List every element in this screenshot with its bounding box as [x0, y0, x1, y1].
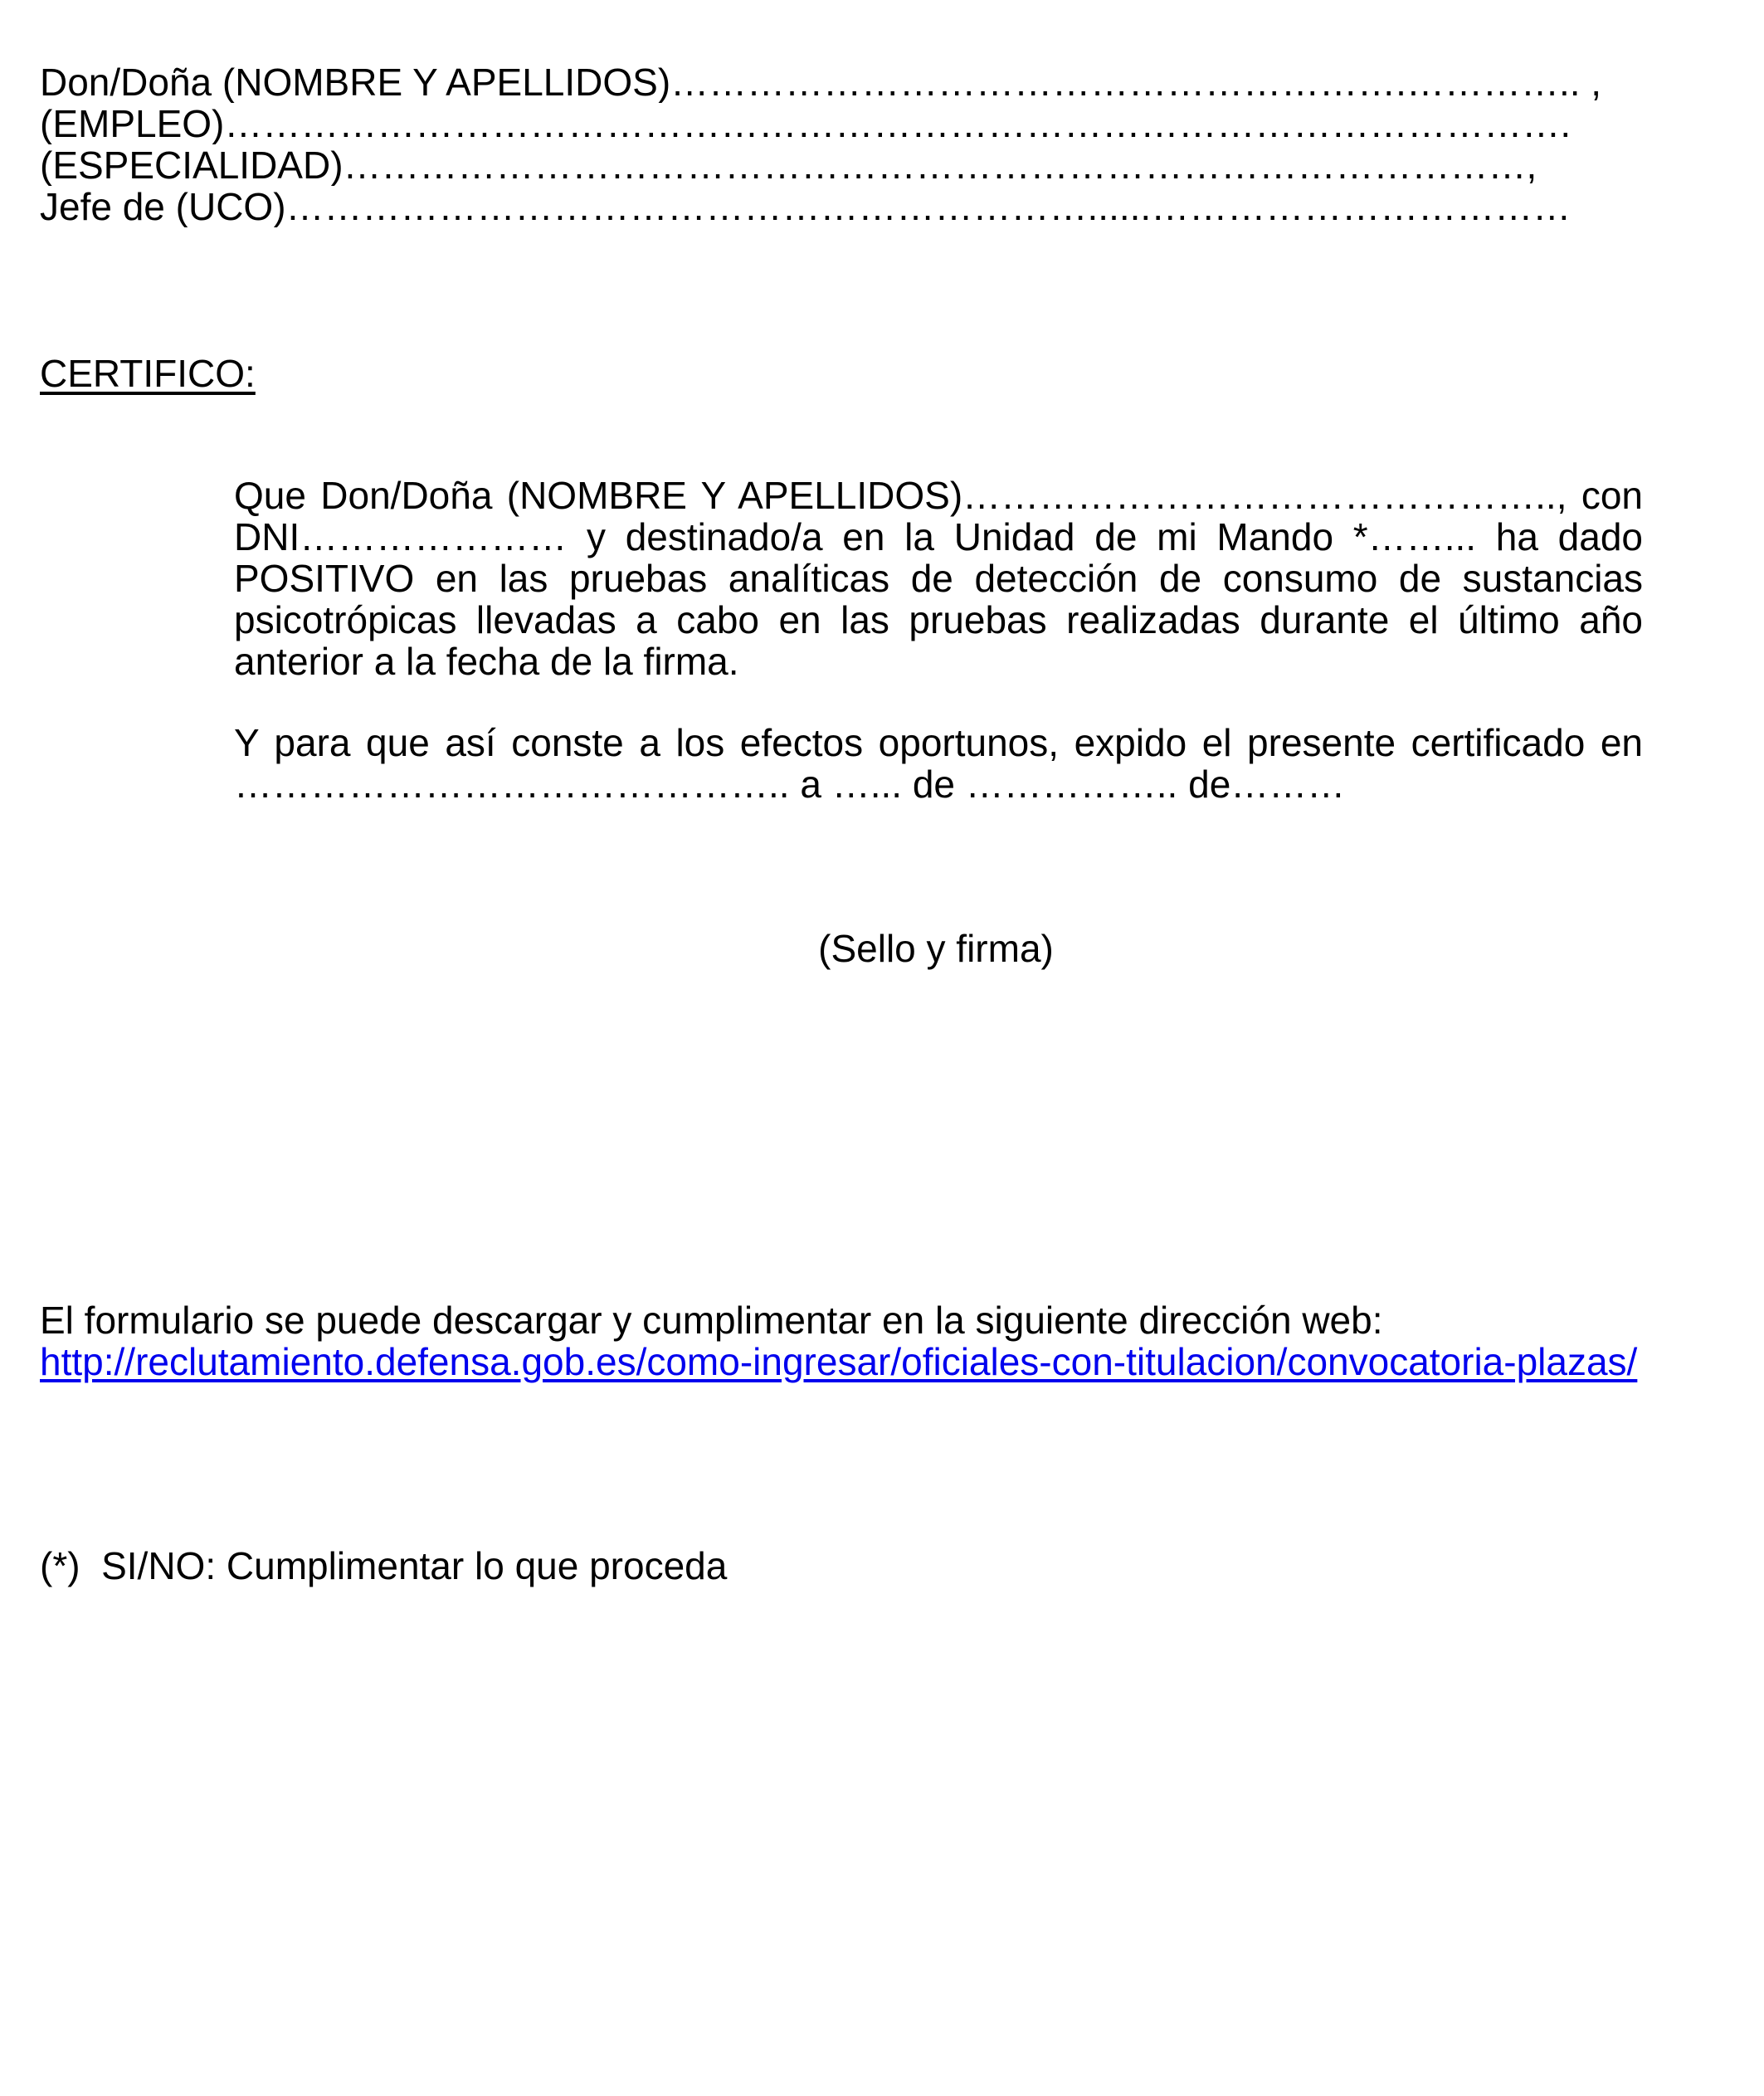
- certifico-heading: CERTIFICO:: [40, 352, 256, 395]
- download-instructions: El formulario se puede descargar y cumplimentar en la siguiente dirección web:: [40, 1299, 1383, 1342]
- footnote: (*) SI/NO: Cumplimentar lo que proceda: [40, 1544, 728, 1587]
- seal-and-signature-label: (Sello y firma): [818, 927, 1054, 970]
- certificate-body: [234, 475, 1643, 805]
- certificate-issue-paragraph: Y para que así conste a los efectos oportunos, expido el presente certificado en …………………………………….. a …... de …………….. de………: [234, 721, 1643, 806]
- certifier-unit-line: Jefe de (UCO)………………………………………………………......……………………………: [40, 186, 1572, 227]
- download-link[interactable]: http://reclutamiento.defensa.gob.es/como-ingresar/oficiales-con-titulacion/convocatoria-plazas/: [40, 1340, 1638, 1383]
- certifier-name-line: Don/Doña (NOMBRE Y APELLIDOS)………………………………………………….………….. ,: [40, 61, 1602, 103]
- certificate-statement-paragraph: Que Don/Doña (NOMBRE Y APELLIDOS)……………………………………….., con DNI………………… y destinado/a en la Unidad de mi Mando *……... ha dado POSITIVO en las pruebas analíticas de detección de consumo de sustancias psicotrópicas llevadas a cabo en las pruebas realizadas durante el último año anterior a la fecha de la firma.: [234, 474, 1643, 683]
- download-info: [40, 1299, 1658, 1382]
- certifier-header: [40, 61, 1732, 227]
- certifier-specialty-line: (ESPECIALIDAD)…………………………………………………………………………………,: [40, 144, 1537, 186]
- certifier-rank-line: (EMPLEO)…………………………………………………………………………………………….: [40, 103, 1572, 144]
